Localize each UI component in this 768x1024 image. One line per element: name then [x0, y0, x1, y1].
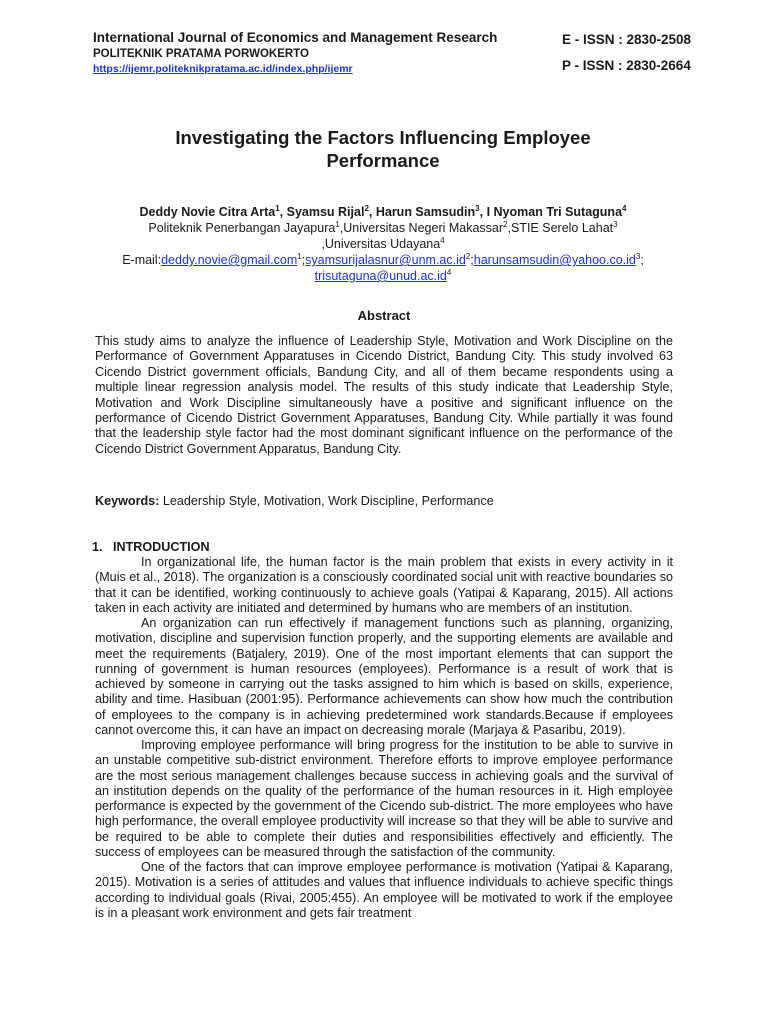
- keywords-text: Leadership Style, Motivation, Work Discipline, Performance: [162, 494, 494, 508]
- affiliation-sup: 2: [503, 219, 508, 229]
- paper-title-line-2: Performance: [326, 150, 440, 171]
- journal-header-left: [93, 29, 497, 77]
- affiliation: STIE Serelo Lahat: [510, 221, 614, 235]
- abstract-text: This study aims to analyze the influence of Leadership Style, Motivation and Work Discipline on the Performance of Government Apparatuses in Cicendo District, Bandung City. This study involved 63 Cicendo District government officials, Bandung City, and all of them became respondents using a multiple linear regression analysis model. The results of this study indicate that Leadership Style, Motivation and Work Discipline simultaneously have a positive and significant influence on the performance of Cicendo District Government Apparatuses, Bandung City. While partially it was found that the leadership style factor had the most dominant significant influence on the performance of the Cicendo District Government Apparatus, Bandung City.: [95, 334, 673, 456]
- body-paragraph: An organization can run effectively if management functions such as planning, organizing, motivation, discipline and supervision function properly, and the supporting elements are available and meet the requirements (Batjalery, 2019). One of the most important elements that can support the running of government is human resources (employees). Performance is a result of work that is achieved by someone in carrying out the tasks assigned to him which is based on skills, experience, ability and time. Hasibuan (2001:95). Performance achievements can show how much the contribution of employees to the company is in achieving predetermined work standards.Because if employees cannot overcome this, it can have an impact on decreasing morale (Marjaya & Pasaribu, 2019).: [95, 616, 673, 737]
- body-paragraph: Improving employee performance will bring progress for the institution to be able to survive in an unstable competitive sub-district environment. Therefore efforts to improve employee performance are the most serious management challenges because success in achieving goals and the survival of an institution depends on the quality of the performance of the human resources in it. High employee performance is expected by the government of the Cicendo sub-district. The more employees who have high performance, the overall employee productivity will increase so that they will be able to survive and be required to be able to complete their duties and responsibilities effectively and efficiently. The success of employees can be measured through the satisfaction of the community.: [95, 738, 673, 859]
- publisher-name: POLITEKNIK PRATAMA PORWOKERTO: [93, 48, 309, 60]
- author-sup: 4: [622, 203, 627, 213]
- email-link[interactable]: syamsurijalasnur@unm.ac.id: [305, 253, 466, 267]
- email-sup: 1: [297, 251, 302, 261]
- email-link[interactable]: trisutaguna@unud.ac.id: [314, 269, 447, 283]
- email-link[interactable]: harunsamsudin@yahoo.co.id: [473, 253, 636, 267]
- p-issn: P - ISSN : 2830-2664: [562, 58, 691, 73]
- journal-url-link[interactable]: https://ijemr.politeknikpratama.ac.id/index.php/ijemr: [93, 63, 353, 75]
- email-sup: 4: [446, 267, 452, 277]
- e-issn: E - ISSN : 2830-2508: [562, 32, 692, 47]
- author-name: Harun Samsudin: [375, 205, 476, 219]
- affiliation: Politeknik Penerbangan Jayapura: [148, 221, 336, 235]
- affiliations: Politeknik Penerbangan Jayapura$^1$,Universitas Negeri Makassar$^2$,STIE Serelo Lahat$^3$ ,Universitas Udayana$^4$: [148, 219, 618, 251]
- author-sup: 1: [275, 203, 280, 213]
- paper-title: [100, 126, 666, 172]
- abstract-heading: Abstract: [357, 308, 411, 323]
- journal-issn-block: [562, 31, 691, 74]
- author-sup: 2: [364, 203, 369, 213]
- journal-name: International Journal of Economics and Management Research: [93, 30, 498, 45]
- body-paragraph: One of the factors that can improve employee performance is motivation (Yatipai & Kaparang, 2015). Motivation is a series of attitudes and values that influence individuals to achieve specific things according to individual goals (Rivai, 2005:455). An employee will be motivated to work if the employee is in a pleasant work environment and gets fair treatment: [95, 860, 673, 920]
- emails: $E-mail:deddy.novie@gmail.com^1;syamsurijalasnur@unm.ac.id^2;harunsamsudin@yahoo.co.id^3$; $trisutaguna@unud.ac.id^4$: [122, 251, 644, 283]
- affiliation: Universitas Negeri Makassar: [343, 221, 504, 235]
- email-sup: 2: [465, 251, 471, 261]
- affiliation: Universitas Udayana: [324, 237, 441, 251]
- introduction-body: [95, 555, 673, 921]
- affiliation-sup: 4: [440, 235, 445, 245]
- author-name: I Nyoman Tri Sutaguna: [486, 205, 623, 219]
- author-name: Syamsu Rijal: [286, 205, 365, 219]
- email-label: E-mail:: [122, 253, 162, 267]
- author-block: [88, 204, 678, 284]
- affiliation-sup: 3: [613, 219, 618, 229]
- keywords: [95, 494, 673, 509]
- affiliation-sup: 1: [335, 219, 340, 229]
- email-sup: 3: [635, 251, 641, 261]
- section-heading: 1. INTRODUCTION: [92, 540, 210, 554]
- keywords-label: Keywords:: [95, 494, 160, 508]
- author-name: Deddy Novie Citra Arta: [139, 205, 276, 219]
- author-names: Deddy Novie Citra Arta$^1$, Syamsu Rijal$^2$, Harun Samsudin$^3$, I Nyoman Tri Sutaguna$^4$: [139, 203, 627, 219]
- email-link[interactable]: deddy.novie@gmail.com: [161, 253, 298, 267]
- author-sup: 3: [475, 203, 480, 213]
- body-paragraph: In organizational life, the human factor is the main problem that exists in every activity in it (Muis et al., 2018). The organization is a consciously coordinated social unit with reactive boundaries so that it can be identified, working continuously to achieve goals (Yatipai & Kaparang, 2015). All actions taken in each activity are initiated and determined by humans who are members of an institution.: [95, 555, 673, 615]
- paper-title-line-1: Investigating the Factors Influencing Employee: [175, 127, 591, 148]
